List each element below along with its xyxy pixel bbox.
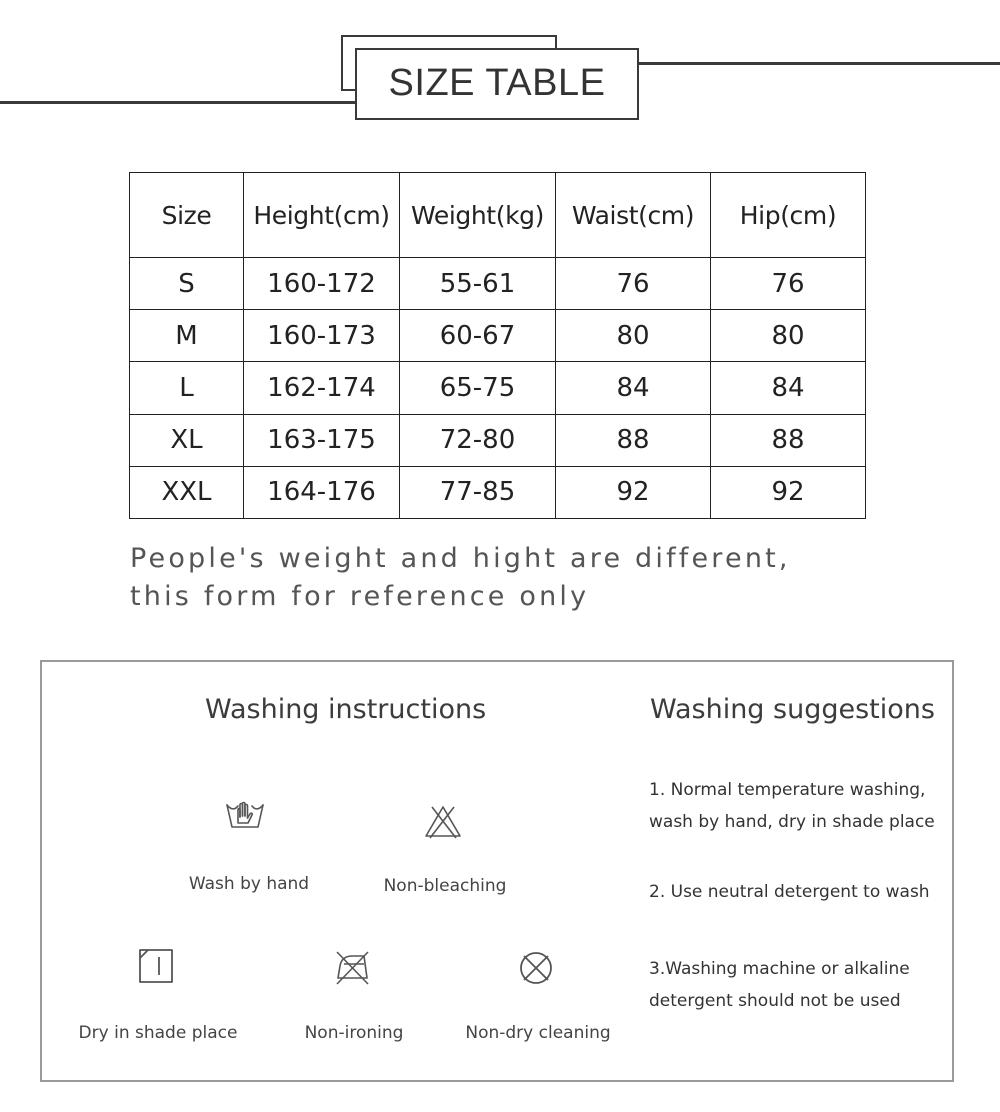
cell-height: 162-174 xyxy=(244,362,400,414)
no-dry-clean-icon xyxy=(514,946,558,990)
table-row xyxy=(130,362,866,414)
cell-hip: 76 xyxy=(711,258,866,310)
shade-dry-label: Dry in shade place xyxy=(78,1023,238,1043)
cell-hip: 84 xyxy=(711,362,866,414)
cell-hip: 88 xyxy=(711,414,866,466)
cell-size: XL xyxy=(130,414,244,466)
size-table-header-row xyxy=(130,173,866,258)
washing-instructions-title: Washing instructions xyxy=(205,694,487,725)
cell-weight: 65-75 xyxy=(400,362,556,414)
cell-weight: 77-85 xyxy=(400,466,556,518)
table-row xyxy=(130,414,866,466)
column-header-hip: Hip(cm) xyxy=(711,173,866,258)
size-table xyxy=(129,172,866,519)
cell-size: M xyxy=(130,310,244,362)
reference-note-line-1: People's weight and hight are different, xyxy=(130,543,791,574)
cell-waist: 80 xyxy=(556,310,711,362)
table-row xyxy=(130,310,866,362)
cell-size: XXL xyxy=(130,466,244,518)
cell-weight: 55-61 xyxy=(400,258,556,310)
suggestion-2-line-1: 2. Use neutral detergent to wash xyxy=(649,882,930,902)
cell-size: S xyxy=(130,258,244,310)
suggestion-2 xyxy=(649,876,930,908)
header-rule-left xyxy=(0,101,355,104)
suggestion-1-line-2: wash by hand, dry in shade place xyxy=(649,812,935,832)
hand-wash-label: Wash by hand xyxy=(188,874,310,894)
suggestion-3 xyxy=(649,953,910,1017)
no-iron-icon xyxy=(330,944,374,988)
washing-suggestions-title: Washing suggestions xyxy=(650,694,935,725)
suggestion-1 xyxy=(649,774,935,838)
table-row xyxy=(130,466,866,518)
suggestion-1-line-1: 1. Normal temperature washing, xyxy=(649,780,926,800)
cell-weight: 72-80 xyxy=(400,414,556,466)
cell-waist: 76 xyxy=(556,258,711,310)
cell-size: L xyxy=(130,362,244,414)
column-header-weight: Weight(kg) xyxy=(400,173,556,258)
cell-height: 163-175 xyxy=(244,414,400,466)
no-dry-clean-label: Non-dry cleaning xyxy=(465,1023,611,1043)
cell-hip: 80 xyxy=(711,310,866,362)
page-title: SIZE TABLE xyxy=(355,48,639,120)
cell-weight: 60-67 xyxy=(400,310,556,362)
table-row xyxy=(130,258,866,310)
header-back-frame-right xyxy=(555,35,557,49)
reference-note xyxy=(130,540,890,616)
no-bleach-icon xyxy=(421,800,465,844)
cell-waist: 92 xyxy=(556,466,711,518)
hand-wash-icon xyxy=(223,794,267,838)
cell-waist: 84 xyxy=(556,362,711,414)
washing-panel xyxy=(40,660,954,1082)
column-header-waist: Waist(cm) xyxy=(556,173,711,258)
cell-height: 160-172 xyxy=(244,258,400,310)
no-iron-label: Non-ironing xyxy=(304,1023,404,1043)
cell-hip: 92 xyxy=(711,466,866,518)
reference-note-line-2: this form for reference only xyxy=(130,581,590,612)
suggestion-3-line-2: detergent should not be used xyxy=(649,991,901,1011)
column-header-height: Height(cm) xyxy=(244,173,400,258)
shade-dry-icon xyxy=(134,944,178,988)
column-header-size: Size xyxy=(130,173,244,258)
cell-waist: 88 xyxy=(556,414,711,466)
header-back-frame-top-right xyxy=(341,35,557,37)
no-bleach-label: Non-bleaching xyxy=(383,876,507,896)
header-rule-right xyxy=(639,62,1000,65)
suggestion-3-line-1: 3.Washing machine or alkaline xyxy=(649,959,910,979)
cell-height: 164-176 xyxy=(244,466,400,518)
cell-height: 160-173 xyxy=(244,310,400,362)
